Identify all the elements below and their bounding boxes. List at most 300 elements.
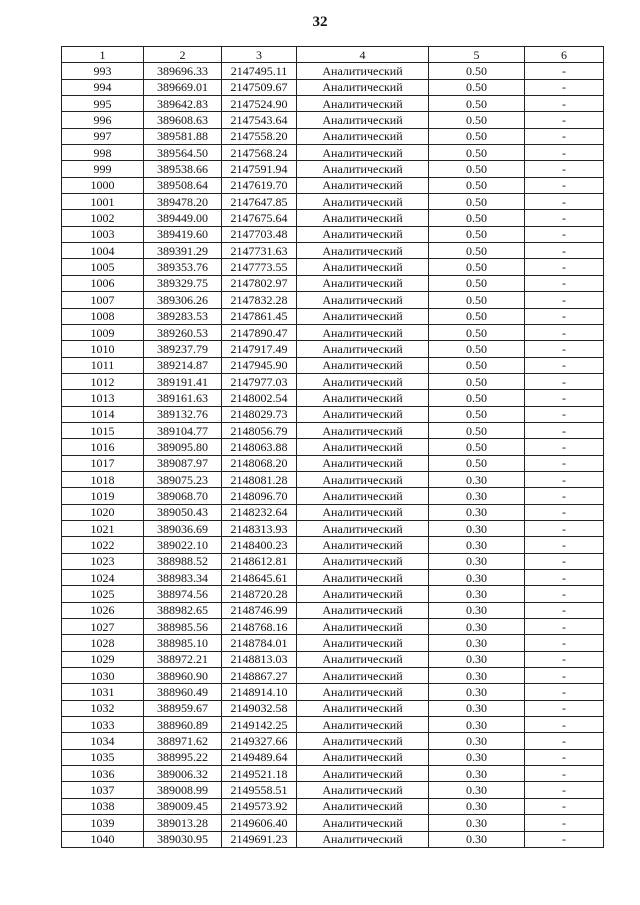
cell-note: - [525, 406, 604, 422]
cell-accuracy: 0.30 [429, 700, 525, 716]
table-row [62, 570, 604, 586]
cell-y-coordinate: 2148645.61 [222, 570, 297, 586]
cell-x-coordinate: 389581.88 [144, 128, 222, 144]
cell-method: Аналитический [297, 177, 429, 193]
cell-point-number: 1039 [62, 815, 144, 831]
cell-x-coordinate: 389161.63 [144, 390, 222, 406]
cell-y-coordinate: 2147647.85 [222, 194, 297, 210]
cell-x-coordinate: 389006.32 [144, 766, 222, 782]
table-row [62, 259, 604, 275]
cell-y-coordinate: 2148056.79 [222, 422, 297, 438]
cell-point-number: 1040 [62, 831, 144, 847]
table-row [62, 275, 604, 291]
cell-x-coordinate: 388960.90 [144, 668, 222, 684]
cell-y-coordinate: 2148063.88 [222, 439, 297, 455]
table-row [62, 749, 604, 765]
cell-method: Аналитический [297, 161, 429, 177]
table-row [62, 455, 604, 471]
table-row [62, 145, 604, 161]
cell-x-coordinate: 389104.77 [144, 422, 222, 438]
cell-method: Аналитический [297, 96, 429, 112]
table-row [62, 586, 604, 602]
table-row [62, 766, 604, 782]
cell-point-number: 1037 [62, 782, 144, 798]
cell-note: - [525, 161, 604, 177]
cell-method: Аналитический [297, 422, 429, 438]
cell-accuracy: 0.50 [429, 292, 525, 308]
cell-y-coordinate: 2147977.03 [222, 373, 297, 389]
table-row [62, 210, 604, 226]
cell-point-number: 1009 [62, 324, 144, 340]
cell-accuracy: 0.30 [429, 488, 525, 504]
cell-accuracy: 0.50 [429, 243, 525, 259]
cell-point-number: 1007 [62, 292, 144, 308]
cell-method: Аналитический [297, 570, 429, 586]
cell-method: Аналитический [297, 357, 429, 373]
cell-x-coordinate: 388960.89 [144, 717, 222, 733]
cell-method: Аналитический [297, 733, 429, 749]
cell-note: - [525, 128, 604, 144]
cell-y-coordinate: 2148867.27 [222, 668, 297, 684]
table-row [62, 668, 604, 684]
table-row [62, 553, 604, 569]
cell-point-number: 1029 [62, 651, 144, 667]
cell-y-coordinate: 2148720.28 [222, 586, 297, 602]
cell-method: Аналитический [297, 798, 429, 814]
cell-accuracy: 0.50 [429, 439, 525, 455]
cell-point-number: 1005 [62, 259, 144, 275]
cell-point-number: 1014 [62, 406, 144, 422]
cell-point-number: 1025 [62, 586, 144, 602]
cell-x-coordinate: 389283.53 [144, 308, 222, 324]
cell-x-coordinate: 389696.33 [144, 63, 222, 79]
cell-point-number: 1006 [62, 275, 144, 291]
cell-note: - [525, 717, 604, 733]
cell-accuracy: 0.30 [429, 668, 525, 684]
cell-accuracy: 0.50 [429, 373, 525, 389]
cell-y-coordinate: 2149032.58 [222, 700, 297, 716]
cell-x-coordinate: 388995.22 [144, 749, 222, 765]
table-row [62, 520, 604, 536]
cell-accuracy: 0.50 [429, 357, 525, 373]
cell-y-coordinate: 2147558.20 [222, 128, 297, 144]
cell-accuracy: 0.30 [429, 717, 525, 733]
cell-point-number: 1030 [62, 668, 144, 684]
cell-y-coordinate: 2149691.23 [222, 831, 297, 847]
cell-accuracy: 0.50 [429, 161, 525, 177]
cell-point-number: 1022 [62, 537, 144, 553]
table-row [62, 128, 604, 144]
table-row [62, 292, 604, 308]
cell-note: - [525, 292, 604, 308]
cell-x-coordinate: 389075.23 [144, 471, 222, 487]
cell-accuracy: 0.50 [429, 422, 525, 438]
cell-note: - [525, 96, 604, 112]
cell-method: Аналитический [297, 210, 429, 226]
cell-method: Аналитический [297, 341, 429, 357]
cell-x-coordinate: 389095.80 [144, 439, 222, 455]
cell-point-number: 1018 [62, 471, 144, 487]
cell-accuracy: 0.30 [429, 733, 525, 749]
cell-accuracy: 0.30 [429, 471, 525, 487]
table-row [62, 63, 604, 79]
cell-point-number: 999 [62, 161, 144, 177]
cell-accuracy: 0.50 [429, 324, 525, 340]
cell-x-coordinate: 388985.10 [144, 635, 222, 651]
cell-accuracy: 0.50 [429, 194, 525, 210]
cell-method: Аналитический [297, 586, 429, 602]
cell-y-coordinate: 2149489.64 [222, 749, 297, 765]
cell-method: Аналитический [297, 635, 429, 651]
table-row [62, 341, 604, 357]
cell-point-number: 1000 [62, 177, 144, 193]
cell-note: - [525, 504, 604, 520]
cell-note: - [525, 275, 604, 291]
cell-method: Аналитический [297, 79, 429, 95]
cell-y-coordinate: 2148746.99 [222, 602, 297, 618]
cell-point-number: 996 [62, 112, 144, 128]
cell-note: - [525, 815, 604, 831]
cell-note: - [525, 455, 604, 471]
cell-accuracy: 0.50 [429, 210, 525, 226]
cell-method: Аналитический [297, 782, 429, 798]
cell-note: - [525, 226, 604, 242]
cell-note: - [525, 586, 604, 602]
cell-x-coordinate: 389306.26 [144, 292, 222, 308]
table-row [62, 226, 604, 242]
cell-method: Аналитический [297, 324, 429, 340]
cell-accuracy: 0.50 [429, 128, 525, 144]
cell-y-coordinate: 2149558.51 [222, 782, 297, 798]
cell-note: - [525, 357, 604, 373]
cell-point-number: 1020 [62, 504, 144, 520]
cell-x-coordinate: 389009.45 [144, 798, 222, 814]
cell-accuracy: 0.30 [429, 815, 525, 831]
cell-y-coordinate: 2147509.67 [222, 79, 297, 95]
cell-note: - [525, 635, 604, 651]
cell-method: Аналитический [297, 553, 429, 569]
cell-x-coordinate: 389008.99 [144, 782, 222, 798]
table-row [62, 177, 604, 193]
cell-y-coordinate: 2148612.81 [222, 553, 297, 569]
cell-y-coordinate: 2148313.93 [222, 520, 297, 536]
cell-x-coordinate: 389508.64 [144, 177, 222, 193]
table-row [62, 684, 604, 700]
cell-x-coordinate: 388971.62 [144, 733, 222, 749]
cell-y-coordinate: 2147917.49 [222, 341, 297, 357]
cell-point-number: 1036 [62, 766, 144, 782]
cell-method: Аналитический [297, 700, 429, 716]
cell-accuracy: 0.50 [429, 145, 525, 161]
cell-method: Аналитический [297, 717, 429, 733]
cell-note: - [525, 341, 604, 357]
cell-y-coordinate: 2147802.97 [222, 275, 297, 291]
table-row [62, 373, 604, 389]
table-row [62, 161, 604, 177]
cell-method: Аналитический [297, 488, 429, 504]
cell-note: - [525, 422, 604, 438]
cell-method: Аналитический [297, 455, 429, 471]
table-row [62, 390, 604, 406]
cell-note: - [525, 63, 604, 79]
cell-y-coordinate: 2147773.55 [222, 259, 297, 275]
cell-point-number: 1013 [62, 390, 144, 406]
cell-method: Аналитический [297, 668, 429, 684]
cell-point-number: 1019 [62, 488, 144, 504]
cell-method: Аналитический [297, 390, 429, 406]
cell-x-coordinate: 389538.66 [144, 161, 222, 177]
cell-accuracy: 0.30 [429, 782, 525, 798]
cell-x-coordinate: 389022.10 [144, 537, 222, 553]
cell-accuracy: 0.30 [429, 570, 525, 586]
table-row [62, 471, 604, 487]
header-cell-1: 1 [62, 47, 144, 63]
cell-accuracy: 0.30 [429, 831, 525, 847]
cell-accuracy: 0.50 [429, 63, 525, 79]
cell-point-number: 1002 [62, 210, 144, 226]
cell-y-coordinate: 2148784.01 [222, 635, 297, 651]
cell-note: - [525, 259, 604, 275]
cell-x-coordinate: 389564.50 [144, 145, 222, 161]
cell-method: Аналитический [297, 439, 429, 455]
cell-y-coordinate: 2149142.25 [222, 717, 297, 733]
cell-x-coordinate: 389329.75 [144, 275, 222, 291]
cell-point-number: 994 [62, 79, 144, 95]
cell-method: Аналитический [297, 766, 429, 782]
cell-accuracy: 0.50 [429, 226, 525, 242]
cell-accuracy: 0.30 [429, 520, 525, 536]
cell-point-number: 1001 [62, 194, 144, 210]
cell-point-number: 1035 [62, 749, 144, 765]
cell-x-coordinate: 389191.41 [144, 373, 222, 389]
cell-x-coordinate: 389068.70 [144, 488, 222, 504]
cell-note: - [525, 112, 604, 128]
cell-x-coordinate: 389449.00 [144, 210, 222, 226]
cell-note: - [525, 177, 604, 193]
cell-accuracy: 0.30 [429, 504, 525, 520]
cell-method: Аналитический [297, 602, 429, 618]
cell-point-number: 1031 [62, 684, 144, 700]
cell-point-number: 1015 [62, 422, 144, 438]
cell-y-coordinate: 2148081.28 [222, 471, 297, 487]
table-row [62, 324, 604, 340]
cell-y-coordinate: 2147861.45 [222, 308, 297, 324]
cell-accuracy: 0.50 [429, 275, 525, 291]
cell-x-coordinate: 389036.69 [144, 520, 222, 536]
cell-accuracy: 0.50 [429, 390, 525, 406]
table-row [62, 439, 604, 455]
cell-point-number: 1017 [62, 455, 144, 471]
cell-method: Аналитический [297, 406, 429, 422]
cell-point-number: 995 [62, 96, 144, 112]
cell-point-number: 1003 [62, 226, 144, 242]
cell-note: - [525, 651, 604, 667]
table-row [62, 488, 604, 504]
cell-note: - [525, 684, 604, 700]
table-row [62, 815, 604, 831]
header-cell-3: 3 [222, 47, 297, 63]
cell-method: Аналитический [297, 749, 429, 765]
cell-note: - [525, 831, 604, 847]
cell-method: Аналитический [297, 226, 429, 242]
cell-y-coordinate: 2149573.92 [222, 798, 297, 814]
cell-method: Аналитический [297, 815, 429, 831]
cell-accuracy: 0.30 [429, 586, 525, 602]
cell-accuracy: 0.50 [429, 308, 525, 324]
table-row [62, 406, 604, 422]
cell-y-coordinate: 2147731.63 [222, 243, 297, 259]
cell-accuracy: 0.30 [429, 766, 525, 782]
cell-x-coordinate: 389087.97 [144, 455, 222, 471]
cell-note: - [525, 749, 604, 765]
table-row [62, 194, 604, 210]
cell-point-number: 1023 [62, 553, 144, 569]
cell-x-coordinate: 389030.95 [144, 831, 222, 847]
cell-note: - [525, 324, 604, 340]
cell-y-coordinate: 2147495.11 [222, 63, 297, 79]
cell-x-coordinate: 388985.56 [144, 619, 222, 635]
header-cell-2: 2 [144, 47, 222, 63]
cell-point-number: 1021 [62, 520, 144, 536]
cell-note: - [525, 390, 604, 406]
cell-point-number: 1012 [62, 373, 144, 389]
cell-y-coordinate: 2147945.90 [222, 357, 297, 373]
cell-x-coordinate: 389237.79 [144, 341, 222, 357]
cell-point-number: 1016 [62, 439, 144, 455]
cell-y-coordinate: 2147543.64 [222, 112, 297, 128]
cell-point-number: 998 [62, 145, 144, 161]
cell-y-coordinate: 2147568.24 [222, 145, 297, 161]
cell-method: Аналитический [297, 243, 429, 259]
cell-y-coordinate: 2148029.73 [222, 406, 297, 422]
cell-note: - [525, 520, 604, 536]
cell-x-coordinate: 388974.56 [144, 586, 222, 602]
cell-accuracy: 0.30 [429, 651, 525, 667]
cell-accuracy: 0.30 [429, 684, 525, 700]
cell-y-coordinate: 2147703.48 [222, 226, 297, 242]
cell-note: - [525, 602, 604, 618]
cell-accuracy: 0.30 [429, 798, 525, 814]
cell-point-number: 1004 [62, 243, 144, 259]
cell-point-number: 1032 [62, 700, 144, 716]
cell-method: Аналитический [297, 63, 429, 79]
cell-y-coordinate: 2149606.40 [222, 815, 297, 831]
cell-accuracy: 0.50 [429, 341, 525, 357]
cell-accuracy: 0.30 [429, 602, 525, 618]
table-row [62, 782, 604, 798]
cell-point-number: 1033 [62, 717, 144, 733]
cell-note: - [525, 553, 604, 569]
cell-x-coordinate: 389050.43 [144, 504, 222, 520]
cell-note: - [525, 194, 604, 210]
cell-method: Аналитический [297, 504, 429, 520]
header-row [62, 47, 604, 63]
cell-note: - [525, 700, 604, 716]
cell-x-coordinate: 389214.87 [144, 357, 222, 373]
cell-x-coordinate: 389642.83 [144, 96, 222, 112]
table-row [62, 422, 604, 438]
cell-accuracy: 0.30 [429, 749, 525, 765]
cell-method: Аналитический [297, 619, 429, 635]
cell-y-coordinate: 2148768.16 [222, 619, 297, 635]
cell-accuracy: 0.30 [429, 635, 525, 651]
cell-method: Аналитический [297, 194, 429, 210]
cell-method: Аналитический [297, 537, 429, 553]
cell-note: - [525, 570, 604, 586]
cell-method: Аналитический [297, 128, 429, 144]
cell-note: - [525, 537, 604, 553]
cell-note: - [525, 668, 604, 684]
cell-y-coordinate: 2147675.64 [222, 210, 297, 226]
cell-x-coordinate: 389353.76 [144, 259, 222, 275]
cell-x-coordinate: 388972.21 [144, 651, 222, 667]
cell-note: - [525, 619, 604, 635]
table-row [62, 619, 604, 635]
cell-point-number: 1034 [62, 733, 144, 749]
cell-x-coordinate: 389478.20 [144, 194, 222, 210]
cell-note: - [525, 210, 604, 226]
cell-accuracy: 0.50 [429, 79, 525, 95]
cell-note: - [525, 782, 604, 798]
cell-x-coordinate: 389260.53 [144, 324, 222, 340]
cell-y-coordinate: 2147619.70 [222, 177, 297, 193]
table-row [62, 733, 604, 749]
table-row [62, 308, 604, 324]
cell-point-number: 1028 [62, 635, 144, 651]
cell-y-coordinate: 2147591.94 [222, 161, 297, 177]
table-row [62, 79, 604, 95]
cell-point-number: 1027 [62, 619, 144, 635]
cell-method: Аналитический [297, 471, 429, 487]
coordinates-table [61, 46, 604, 848]
cell-y-coordinate: 2148068.20 [222, 455, 297, 471]
cell-y-coordinate: 2147890.47 [222, 324, 297, 340]
cell-point-number: 1010 [62, 341, 144, 357]
cell-point-number: 1026 [62, 602, 144, 618]
cell-method: Аналитический [297, 520, 429, 536]
header-cell-5: 5 [429, 47, 525, 63]
header-cell-4: 4 [297, 47, 429, 63]
header-cell-6: 6 [525, 47, 604, 63]
cell-note: - [525, 308, 604, 324]
cell-method: Аналитический [297, 112, 429, 128]
cell-x-coordinate: 389391.29 [144, 243, 222, 259]
cell-x-coordinate: 389419.60 [144, 226, 222, 242]
cell-x-coordinate: 389608.63 [144, 112, 222, 128]
table-row [62, 96, 604, 112]
cell-method: Аналитический [297, 651, 429, 667]
cell-x-coordinate: 388959.67 [144, 700, 222, 716]
cell-method: Аналитический [297, 259, 429, 275]
cell-accuracy: 0.50 [429, 112, 525, 128]
table-row [62, 798, 604, 814]
cell-x-coordinate: 388988.52 [144, 553, 222, 569]
cell-note: - [525, 798, 604, 814]
table-row [62, 112, 604, 128]
cell-note: - [525, 766, 604, 782]
cell-y-coordinate: 2148096.70 [222, 488, 297, 504]
cell-note: - [525, 471, 604, 487]
cell-accuracy: 0.50 [429, 406, 525, 422]
cell-y-coordinate: 2148232.64 [222, 504, 297, 520]
table-row [62, 357, 604, 373]
cell-note: - [525, 243, 604, 259]
table-row [62, 700, 604, 716]
table-row [62, 504, 604, 520]
cell-method: Аналитический [297, 145, 429, 161]
cell-note: - [525, 145, 604, 161]
cell-accuracy: 0.30 [429, 619, 525, 635]
